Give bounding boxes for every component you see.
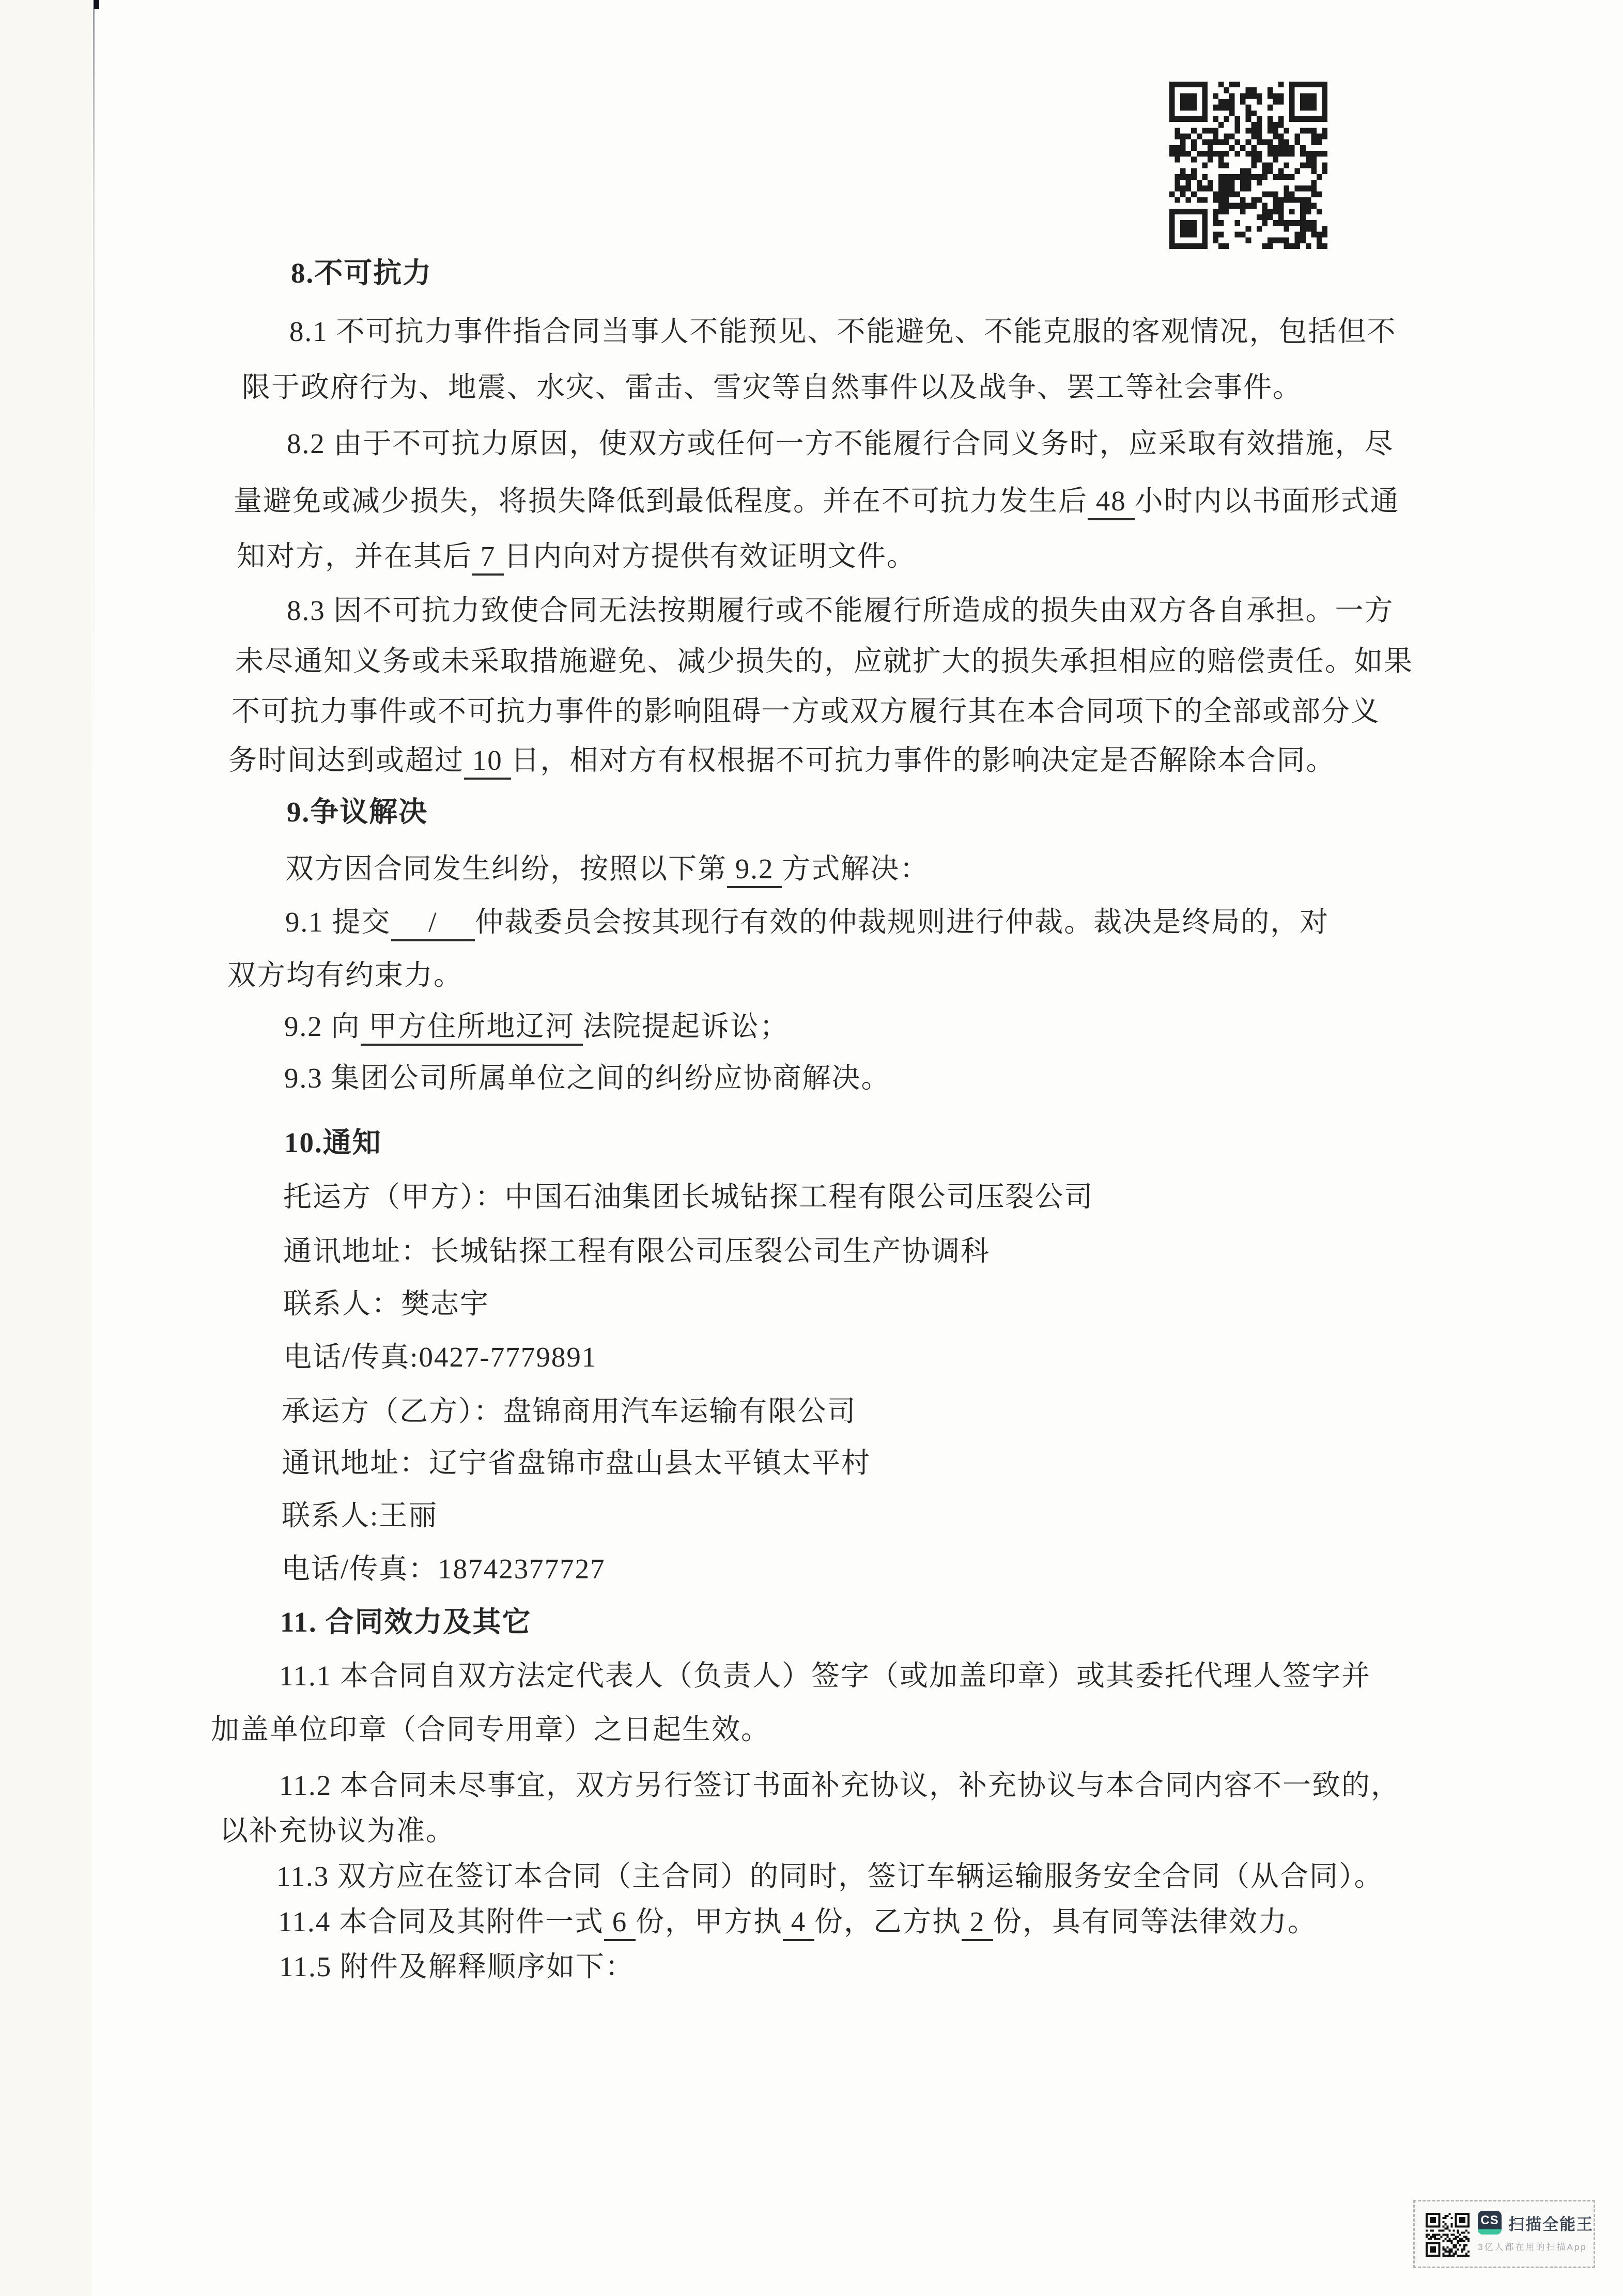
clause-9-intro: 双方因合同发生纠纷，按照以下第 9.2 方式解决：: [285, 852, 929, 886]
clause-9-3: 9.3 集团公司所属单位之间的纠纷应协商解决。: [284, 1062, 891, 1094]
shipper-line: 托运方（甲方）：中国石油集团长城钻探工程有限公司压裂公司: [283, 1181, 1094, 1213]
clause-8-1-line-2: 限于政府行为、地震、水灾、雷击、雪灾等自然事件以及战争、罢工等社会事件。: [242, 371, 1303, 403]
clause-8-1-line-1: 8.1 不可抗力事件指合同当事人不能预见、不能避免、不能克服的客观情况，包括但不: [289, 316, 1397, 347]
clause-11-3: 11.3 双方应在签订本合同（主合同）的同时，签订车辆运输服务安全合同（从合同）。: [276, 1860, 1384, 1892]
watermark-title: 扫描全能王: [1508, 2215, 1594, 2233]
carrier-line: 承运方（乙方）：盘锦商用汽车运输有限公司: [282, 1395, 857, 1427]
watermark-subtitle: 3亿人都在用的扫描App: [1478, 2242, 1587, 2252]
clause-9-heading: 9.争议解决: [287, 796, 428, 828]
clause-8-heading: 8.不可抗力: [291, 257, 432, 289]
shipper-contact: 联系人：樊志宇: [283, 1288, 490, 1320]
clause-11-1-line-1: 11.1 本合同自双方法定代表人（负责人）签字（或加盖印章）或其委托代理人签字并: [279, 1660, 1371, 1692]
shipper-address: 通讯地址：长城钻探工程有限公司压裂公司生产协调科: [283, 1235, 991, 1267]
clause-11-1-line-2: 加盖单位印章（合同专用章）之日起生效。: [211, 1714, 771, 1745]
clause-9-2: 9.2 向 甲方住所地辽河 法院提起诉讼；: [284, 1010, 789, 1043]
clause-11-heading: 11. 合同效力及其它: [280, 1606, 532, 1638]
clause-11-4: 11.4 本合同及其附件一式 6 份，甲方执 4 份，乙方执 2 份，具有同等法律效力。: [278, 1905, 1317, 1938]
clause-8-3-line-4: 务时间达到或超过 10 日，相对方有权根据不可抗力事件的影响决定是否解除本合同。: [228, 744, 1336, 777]
camscanner-logo-text: CS: [1480, 2213, 1499, 2227]
clause-11-5: 11.5 附件及解释顺序如下：: [279, 1951, 635, 1982]
camscanner-logo-icon: [1478, 2211, 1502, 2235]
camscanner-watermark: [1413, 2200, 1595, 2268]
shipper-phone: 电话/传真:0427-7779891: [283, 1341, 597, 1373]
clause-8-2-line-1: 8.2 由于不可抗力原因，使双方或任何一方不能履行合同义务时，应采取有效措施，尽: [287, 428, 1394, 459]
clause-9-1-line-1: 9.1 提交 / 仲裁委员会按其现行有效的仲裁规则进行仲裁。裁决是终局的，对: [285, 906, 1329, 939]
clause-9-1-line-2: 双方均有约束力。: [227, 959, 463, 991]
clause-8-3-line-3: 不可抗力事件或不可抗力事件的影响阻碍一方或双方履行其在本合同项下的全部或部分义: [231, 695, 1381, 727]
clause-8-3-line-1: 8.3 因不可抗力致使合同无法按期履行或不能履行所造成的损失由双方各自承担。一方: [287, 595, 1394, 626]
camscanner-logo-strip: [1478, 2229, 1502, 2235]
clause-8-2-line-3: 知对方，并在其后 7 日内向对方提供有效证明文件。: [237, 540, 916, 573]
carrier-phone: 电话/传真：18742377727: [282, 1553, 606, 1585]
watermark-qr-code: [1426, 2213, 1470, 2257]
clause-11-2-line-1: 11.2 本合同未尽事宜，双方另行签订书面补充协议，补充协议与本合同内容不一致的，: [279, 1770, 1400, 1801]
clause-8-2-line-2: 量避免或减少损失，将损失降低到最低程度。并在不可抗力发生后 48 小时内以书面形式通: [234, 485, 1400, 518]
clause-8-3-line-2: 未尽通知义务或未采取措施避免、减少损失的，应就扩大的损失承担相应的赔偿责任。如果: [235, 645, 1414, 677]
clause-10-heading: 10.通知: [284, 1127, 382, 1158]
watermark-content: [1478, 2211, 1594, 2253]
clause-11-2-line-2: 以补充协议为准。: [220, 1815, 456, 1847]
carrier-contact: 联系人:王丽: [282, 1500, 438, 1531]
carrier-address: 通讯地址：辽宁省盘锦市盘山县太平镇太平村: [282, 1447, 871, 1479]
